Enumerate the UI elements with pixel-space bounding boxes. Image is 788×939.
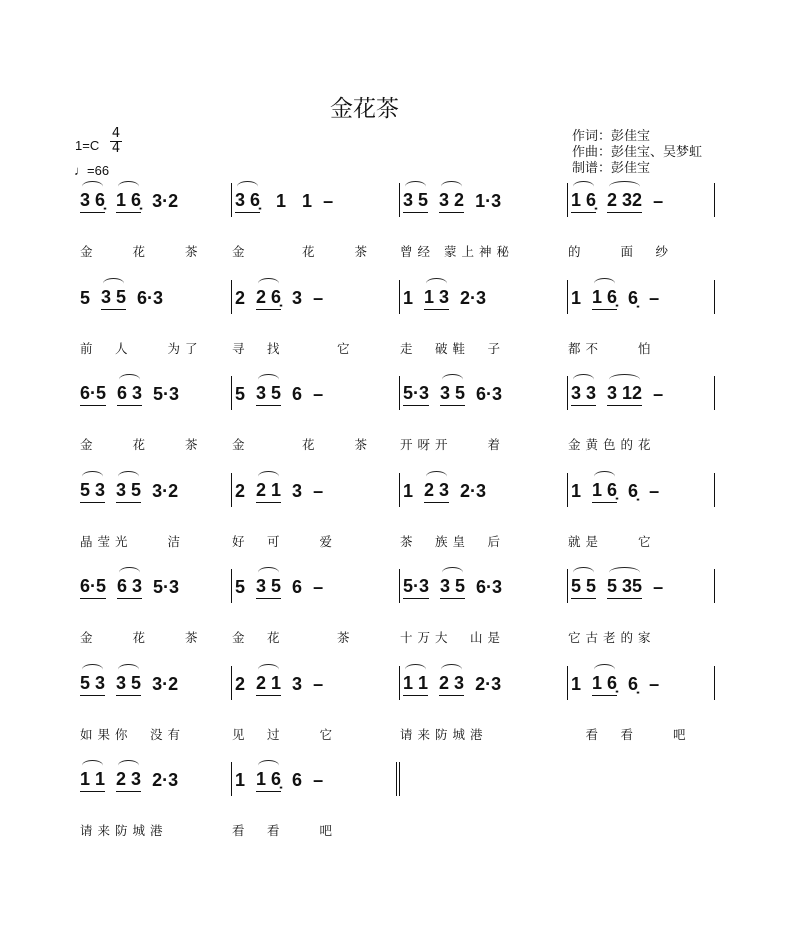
note-group: 2 32 bbox=[607, 190, 642, 213]
note-group: 3 5 bbox=[440, 383, 465, 406]
note-group: 1 1 bbox=[403, 673, 428, 696]
note-group: 3 5 bbox=[256, 576, 281, 599]
note-group: 3 5 bbox=[403, 190, 428, 213]
key-signature: 1=C bbox=[75, 138, 100, 153]
lyricist: 作词：彭佳宝 bbox=[572, 129, 651, 144]
measure bbox=[232, 280, 400, 314]
lyric-measure: 金 花 茶 bbox=[80, 630, 203, 645]
note-group: 3 5 bbox=[116, 673, 141, 696]
lyrics-row bbox=[80, 242, 715, 260]
note-group: 5·3 bbox=[403, 383, 429, 406]
note-group: 6̣ bbox=[628, 673, 639, 694]
note-group: 6·5 bbox=[80, 383, 106, 406]
note-group: 3 bbox=[292, 287, 303, 308]
note-group: 6 bbox=[292, 384, 303, 404]
lyric-measure: 金黄色的花 bbox=[568, 437, 656, 452]
measure bbox=[400, 280, 568, 314]
dash-note: – bbox=[313, 770, 324, 790]
measure bbox=[568, 183, 715, 217]
note-group: 6 bbox=[292, 577, 303, 597]
note-group: 3 5 bbox=[116, 480, 141, 503]
note-group: 5 bbox=[235, 577, 246, 597]
notes-row bbox=[80, 470, 715, 510]
lyric-measure: 金 花 茶 bbox=[232, 244, 373, 259]
dash-note: – bbox=[313, 287, 324, 308]
lyric-measure: 晶莹光 洁 bbox=[80, 533, 186, 549]
note-group: 6 3 bbox=[117, 383, 142, 406]
note-group: 3 5 bbox=[101, 287, 126, 310]
note-group: 2 3 bbox=[439, 673, 464, 696]
measure bbox=[80, 569, 232, 603]
dash-note: – bbox=[313, 384, 324, 404]
note-group: 5 35 bbox=[607, 576, 642, 599]
note-group: 1 6̣ bbox=[592, 287, 617, 310]
note-group: 6·3 bbox=[476, 384, 503, 404]
staff-system bbox=[80, 566, 715, 663]
note-group: 1 6̣ bbox=[592, 480, 617, 503]
time-signature-top: 4 bbox=[111, 126, 121, 141]
lyric-measure: 请来防城港 bbox=[80, 823, 168, 838]
dash-note: – bbox=[313, 480, 324, 501]
lyric-measure: 好 可 爱 bbox=[232, 533, 338, 549]
lyric-measure: 它古老的家 bbox=[568, 630, 656, 645]
note-group: 5 3 bbox=[80, 480, 105, 503]
dash-note: – bbox=[653, 577, 664, 597]
measure bbox=[400, 183, 568, 217]
note-group: 3 bbox=[292, 480, 303, 501]
note-group: 2·3 bbox=[460, 287, 487, 308]
note-group: 3 6̣ bbox=[235, 190, 260, 213]
measure bbox=[80, 376, 232, 410]
measure bbox=[80, 473, 232, 507]
notes-row bbox=[80, 180, 715, 220]
note-group: 1 3 bbox=[424, 287, 449, 310]
note-group: 3·2 bbox=[152, 480, 179, 501]
measure bbox=[568, 569, 715, 603]
measure bbox=[568, 280, 715, 314]
lyrics-row bbox=[80, 532, 715, 550]
lyric-measure: 看 看 吧 bbox=[568, 726, 691, 742]
note-group: 6·5 bbox=[80, 576, 106, 599]
measure bbox=[80, 762, 232, 796]
lyrics-row bbox=[80, 725, 715, 743]
note-group: 5·3 bbox=[153, 384, 180, 404]
note-group: 6 bbox=[292, 770, 303, 790]
note-group: 1 bbox=[403, 480, 414, 501]
lyric-measure: 曾经 蒙上神秘 bbox=[400, 244, 514, 259]
measure bbox=[80, 666, 232, 700]
dash-note: – bbox=[649, 480, 660, 501]
lyrics-row bbox=[80, 435, 715, 453]
note-group: 5 bbox=[235, 384, 246, 404]
note-group: 6·3 bbox=[476, 577, 503, 597]
lyric-measure: 看 看 吧 bbox=[232, 823, 338, 838]
staff-system bbox=[80, 759, 715, 856]
composer: 作曲：彭佳宝、吴梦虹 bbox=[572, 145, 703, 160]
note-group: 1 6̣ bbox=[116, 190, 141, 213]
song-title: 金花茶 bbox=[330, 96, 399, 122]
measure bbox=[568, 376, 715, 410]
lyric-measure: 就是 它 bbox=[568, 533, 656, 549]
note-group: 1 bbox=[297, 191, 313, 211]
measure bbox=[568, 473, 715, 507]
measure bbox=[400, 473, 568, 507]
note-group: 2 1 bbox=[256, 673, 281, 696]
measure bbox=[400, 569, 568, 603]
dash-note: – bbox=[323, 191, 334, 211]
time-signature bbox=[110, 127, 122, 156]
lyrics-row bbox=[80, 821, 715, 839]
measure bbox=[80, 183, 232, 217]
note-group: 5 bbox=[80, 287, 91, 308]
note-group: 2 bbox=[235, 673, 246, 694]
note-group: 2·3 bbox=[460, 480, 487, 501]
lyric-measure: 寻 找 它 bbox=[232, 340, 355, 356]
note-group: 1 bbox=[403, 287, 414, 308]
note-group: 5·3 bbox=[153, 577, 180, 597]
note-group: 1 1 bbox=[80, 769, 105, 792]
note-group: 6 3 bbox=[117, 576, 142, 599]
measure bbox=[232, 762, 400, 796]
lyric-measure: 开呀开 着 bbox=[400, 437, 506, 452]
measure bbox=[232, 183, 400, 217]
tempo-marking: ♩=66 bbox=[74, 163, 110, 178]
staff-system bbox=[80, 277, 715, 374]
lyrics-row bbox=[80, 339, 715, 357]
lyric-measure: 十万大 山是 bbox=[400, 630, 506, 645]
note-group: 3·2 bbox=[152, 191, 179, 211]
measure bbox=[568, 666, 715, 700]
note-group: 5·3 bbox=[403, 576, 429, 599]
notes-row bbox=[80, 277, 715, 317]
measure bbox=[400, 376, 568, 410]
note-group: 2 1 bbox=[256, 480, 281, 503]
dash-note: – bbox=[653, 384, 664, 404]
note-group: 1 bbox=[235, 770, 246, 790]
measure bbox=[400, 666, 568, 700]
note-group: 1 bbox=[571, 287, 582, 308]
staff-system bbox=[80, 180, 715, 277]
note-group: 1 6̣ bbox=[571, 190, 596, 213]
note-group: 3 3 bbox=[571, 383, 596, 406]
lyric-measure: 金 花 茶 bbox=[232, 437, 373, 452]
note-group: 6̣ bbox=[628, 480, 639, 501]
dash-note: – bbox=[313, 673, 324, 694]
note-group: 2·3 bbox=[475, 673, 502, 694]
note-group: 1 bbox=[271, 191, 287, 211]
note-group: 2 bbox=[235, 287, 246, 308]
note-group: 3 6̣ bbox=[80, 190, 105, 213]
note-group: 3 5 bbox=[256, 383, 281, 406]
note-group: 3·2 bbox=[152, 673, 179, 694]
dash-note: – bbox=[649, 287, 660, 308]
notes-row bbox=[80, 566, 715, 606]
measure bbox=[232, 376, 400, 410]
note-group: 3 2 bbox=[439, 190, 464, 213]
dash-note: – bbox=[649, 673, 660, 694]
dash-note: – bbox=[653, 191, 664, 211]
note-group: 6·3 bbox=[137, 287, 164, 308]
measure bbox=[232, 569, 400, 603]
measure bbox=[232, 473, 400, 507]
measure bbox=[232, 666, 400, 700]
time-signature-bottom: 4 bbox=[111, 141, 121, 156]
notes-row bbox=[80, 663, 715, 703]
lyric-measure: 前 人 为了 bbox=[80, 340, 203, 356]
note-group: 2 bbox=[235, 480, 246, 501]
note-group: 5 5 bbox=[571, 576, 596, 599]
lyric-measure: 的 面 纱 bbox=[568, 244, 674, 259]
note-group: 6̣ bbox=[628, 287, 639, 308]
transcriber: 制谱：彭佳宝 bbox=[572, 161, 651, 176]
staff-system bbox=[80, 663, 715, 760]
lyric-measure: 如果你 没有 bbox=[80, 726, 186, 742]
note-group: 3 5 bbox=[440, 576, 465, 599]
lyrics-row bbox=[80, 628, 715, 646]
score bbox=[80, 180, 715, 856]
notes-row bbox=[80, 759, 715, 799]
lyric-measure: 茶 族皇 后 bbox=[400, 533, 506, 549]
note-group: 2 3 bbox=[116, 769, 141, 792]
note-group: 2 3 bbox=[424, 480, 449, 503]
lyric-measure: 请来防城港 bbox=[400, 726, 488, 742]
dash-note: – bbox=[313, 577, 324, 597]
lyric-measure: 金 花 茶 bbox=[232, 630, 355, 645]
note-group: 1 6̣ bbox=[256, 769, 281, 792]
staff-system bbox=[80, 373, 715, 470]
lyric-measure: 金 花 茶 bbox=[80, 437, 203, 452]
note-group: 1 bbox=[571, 480, 582, 501]
note-group: 1 6̣ bbox=[592, 673, 617, 696]
lyric-measure: 都不 怕 bbox=[568, 340, 656, 356]
lyric-measure: 见 过 它 bbox=[232, 726, 338, 742]
note-group: 3 bbox=[292, 673, 303, 694]
note-group: 2·3 bbox=[152, 770, 179, 790]
note-group: 1·3 bbox=[475, 191, 502, 211]
staff-system bbox=[80, 470, 715, 567]
note-group: 2 6̣ bbox=[256, 287, 281, 310]
note-group: 1 bbox=[571, 673, 582, 694]
note-group: 5 3 bbox=[80, 673, 105, 696]
notes-row bbox=[80, 373, 715, 413]
measure bbox=[80, 280, 232, 314]
lyric-measure: 金 花 茶 bbox=[80, 244, 203, 259]
credits bbox=[572, 129, 702, 177]
lyric-measure: 走 破鞋 子 bbox=[400, 340, 506, 356]
note-group: 3 12 bbox=[607, 383, 642, 406]
